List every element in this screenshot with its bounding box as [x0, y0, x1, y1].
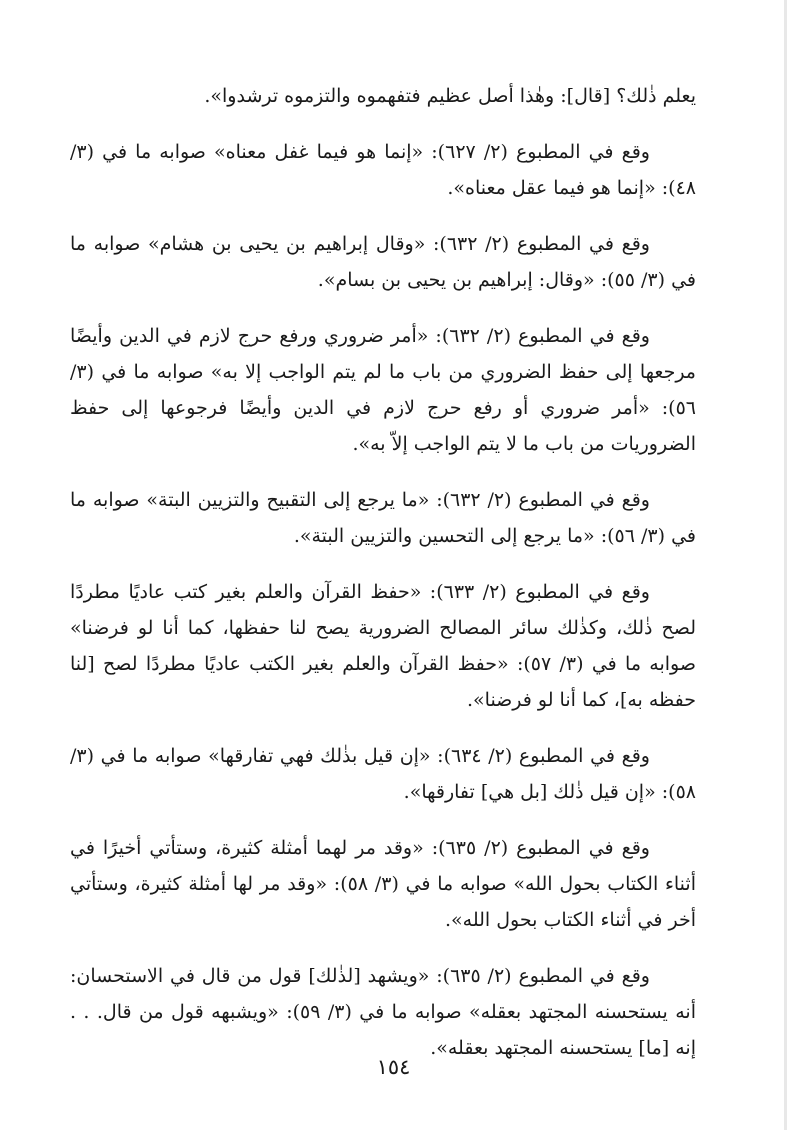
page-body — [70, 78, 696, 1088]
paragraph-correction-7: وقع في المطبوع (٢/ ٦٣٥): «وقد مر لهما أمثلة كثيرة، وستأتي أخيرًا في أثناء الكتاب بحول الله» صوابه ما في (٣/ ٥٨): «وقد مر لها أمثلة كثيرة، وستأتي أخر في أثناء الكتاب بحول الله». — [70, 837, 696, 931]
paragraph-correction-2: وقع في المطبوع (٢/ ٦٣٢): «وقال إبراهيم بن يحيى بن هشام» صوابه ما في (٣/ ٥٥): «وقال: إبراهيم بن يحيى بن بسام». — [70, 233, 696, 291]
paragraph-correction-4: وقع في المطبوع (٢/ ٦٣٢): «ما يرجع إلى التقبيح والتزيين البتة» صوابه ما في (٣/ ٥٦): «ما يرجع إلى التحسين والتزيين البتة». — [70, 489, 696, 547]
paragraph-continuation: يعلم ذٰلك؟ [قال]: وهٰذا أصل عظيم فتفهموه والتزموه ترشدوا». — [204, 85, 696, 107]
paragraph-correction-8: وقع في المطبوع (٢/ ٦٣٥): «ويشهد [لذٰلك] قول من قال في الاستحسان: أنه يستحسنه المجتهد بعقله» صوابه ما في (٣/ ٥٩): «ويشبهه قول من قال. . . إنه [ما] يستحسنه المجتهد بعقله». — [70, 965, 696, 1059]
paragraph-correction-3: وقع في المطبوع (٢/ ٦٣٢): «أمر ضروري ورفع حرج لازم في الدين وأيضًا مرجعها إلى حفظ الضروري من باب ما لم يتم الواجب إلا به» صوابه ما في (٣/ ٥٦): «أمر ضروري أو رفع حرج لازم في الدين وأيضًا فرجوعها إلى حفظ الضروريات من باب ما لا يتم الواجب إلاّ به». — [70, 325, 696, 455]
paragraph-correction-5: وقع في المطبوع (٢/ ٦٣٣): «حفظ القرآن والعلم بغير كتب عاديًا مطردًا لصح ذٰلك، وكذٰلك سائر المصالح الضرورية يصح لنا حفظها، كما أنا لو فرضنا» صوابه ما في (٣/ ٥٧): «حفظ القرآن والعلم بغير الكتب عاديًا مطردًا لصح [لنا حفظه به]، كما أنا لو فرضنا». — [70, 581, 696, 711]
page-number: ١٥٤ — [376, 1055, 411, 1079]
paragraph-correction-6: وقع في المطبوع (٢/ ٦٣٤): «إن قيل بذٰلك فهي تفارقها» صوابه ما في (٣/ ٥٨): «إن قيل ذٰلك [بل هي] تفارقها». — [70, 745, 696, 803]
paragraph-correction-1: وقع في المطبوع (٢/ ٦٢٧): «إنما هو فيما غفل معناه» صوابه ما في (٣/ ٤٨): «إنما هو فيما عقل معناه». — [70, 141, 696, 199]
